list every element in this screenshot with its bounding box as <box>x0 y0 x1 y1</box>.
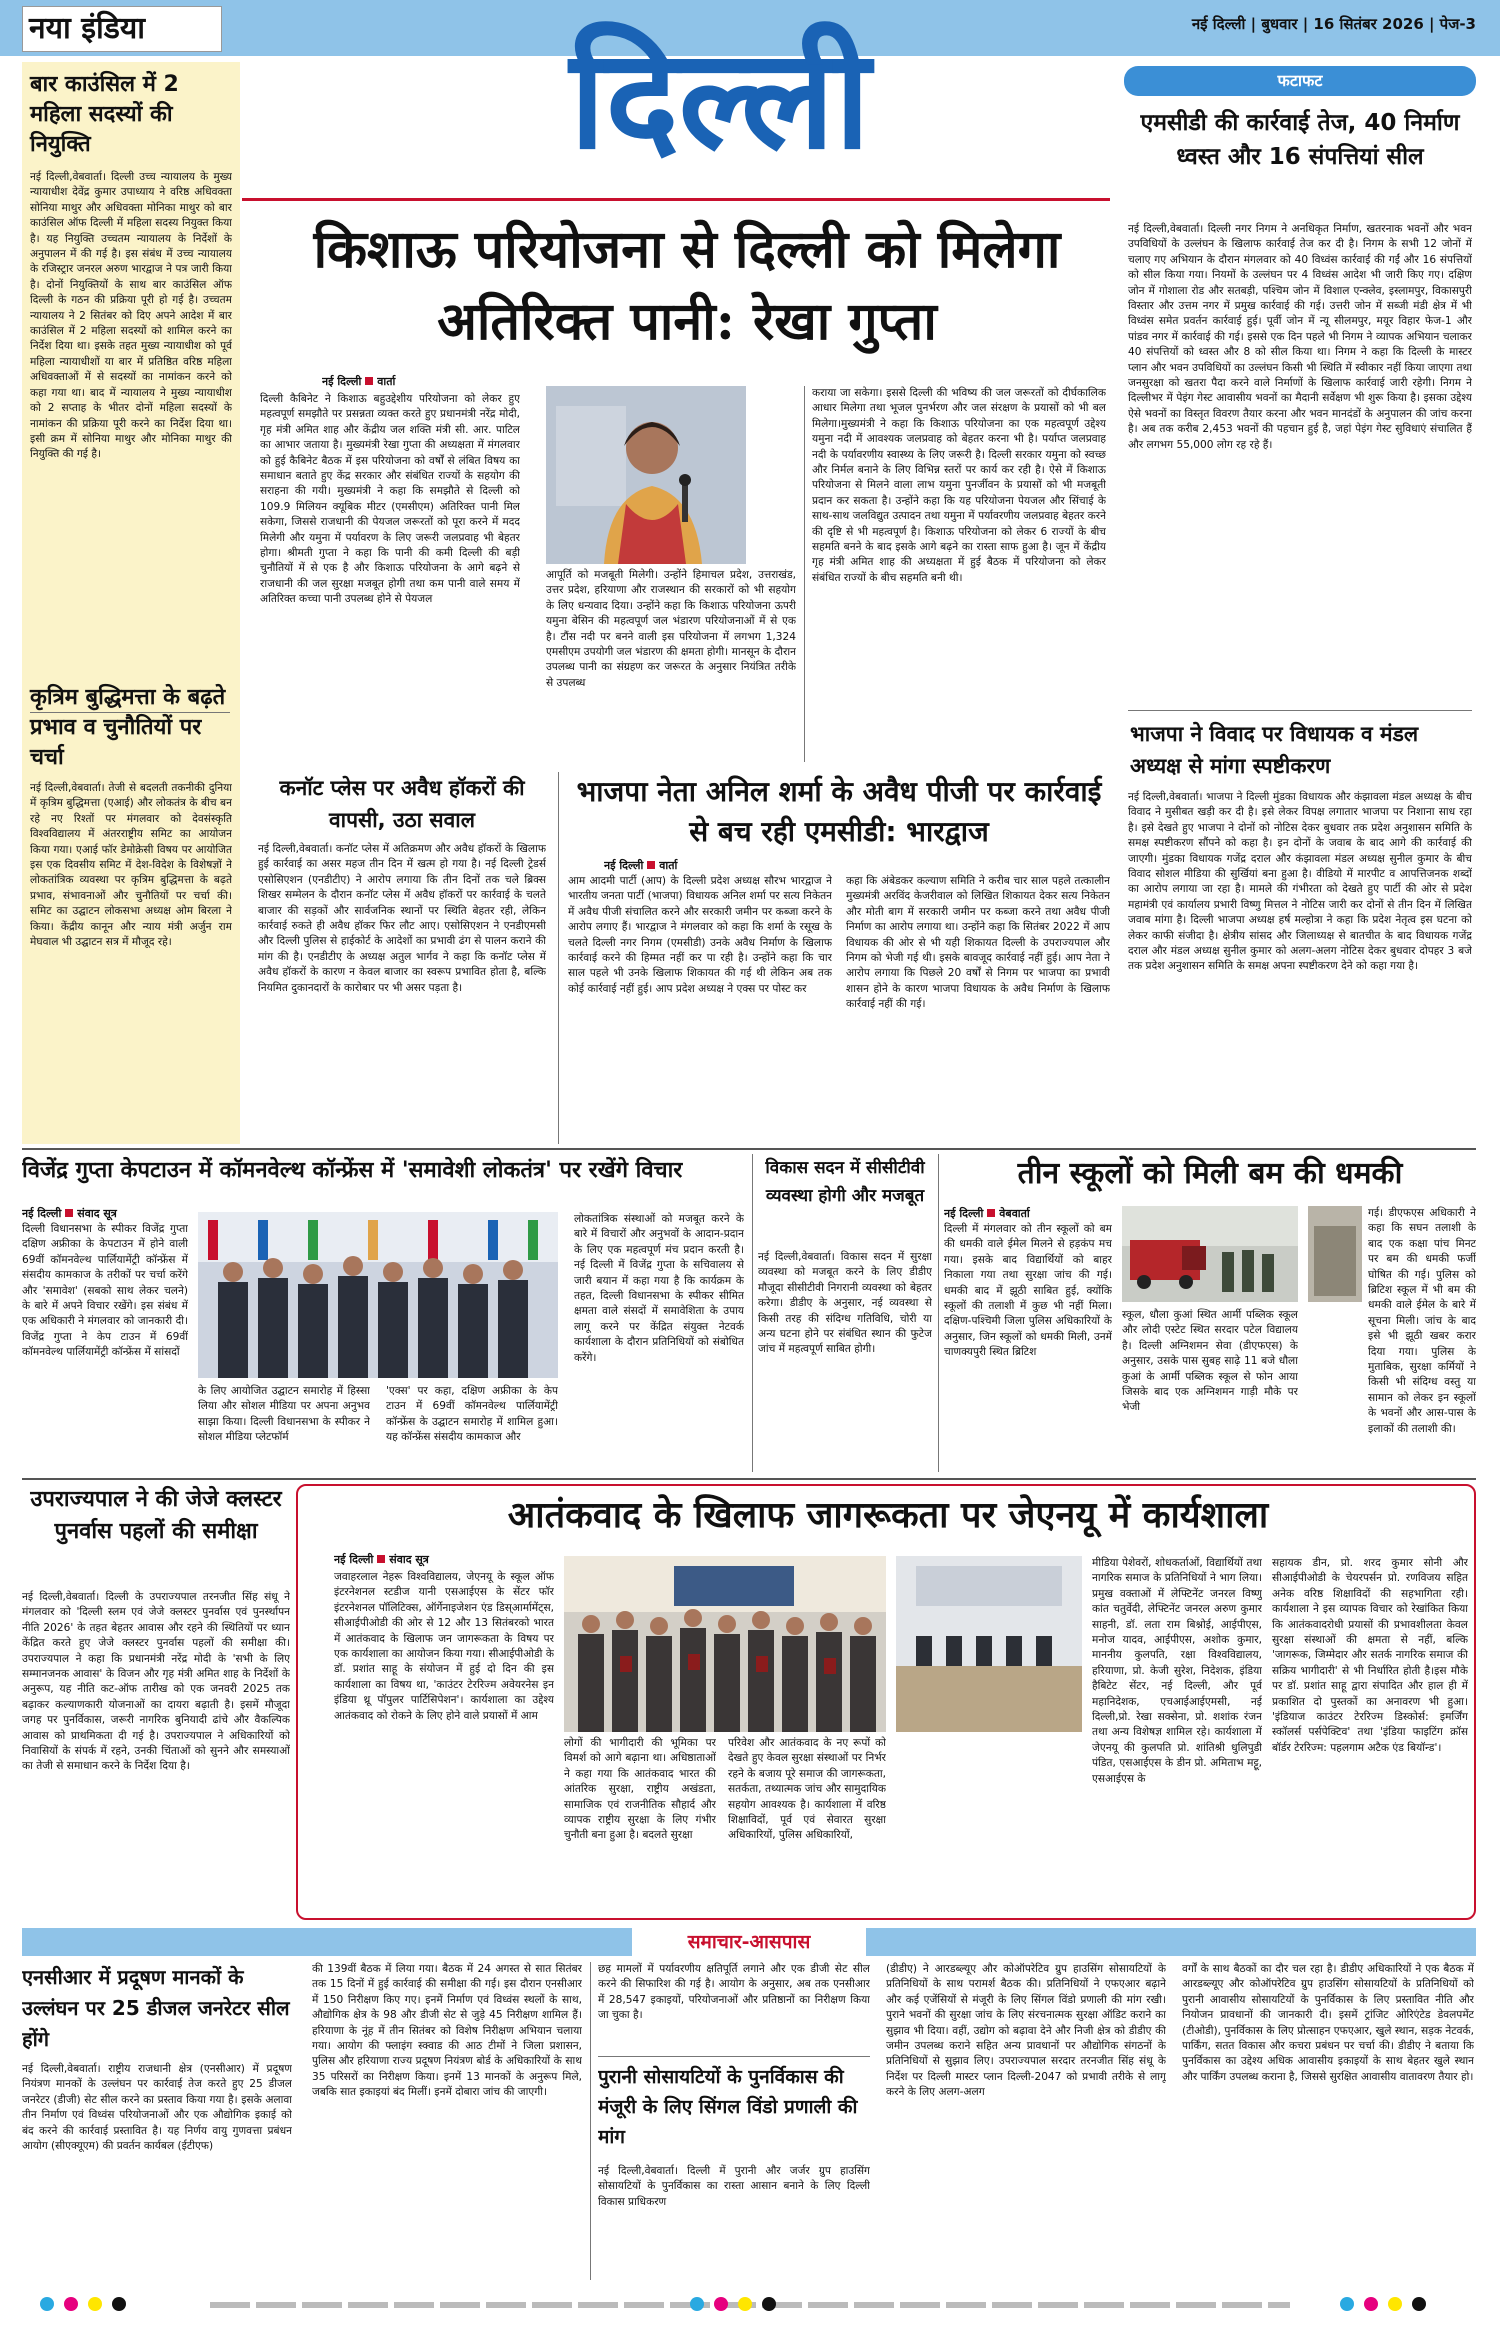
story-body-bar-council: नई दिल्ली,वेबवार्ता। दिल्ली उच्च न्यायालय के मुख्य न्यायाधीश देवेंद्र कुमार उपाध्याय ने वरिष्ठ अधिवक्ता सोनिया माथुर और अधिवक्ता मोनिका माथुर को बार काउंसिल ऑफ दिल्ली में महिला सदस्य नियुक्त किया है। यह नियुक्ति उच्चतम न्यायालय के निर्देशों के अनुपालन में की गई है। इस संबंध में उच्च न्यायालय के रजिस्ट्रार जनरल अरुण भारद्वाज ने पत्र जारी किया है। दोनों नियुक्तियों के साथ बार काउंसिल ऑफ दिल्ली के गठन की प्रक्रिया पूरी हो गई है। उच्चतम न्यायालय ने 2 सितंबर को दिए अपने आदेश में बार काउंसिल में 2 महिला सदस्यों को शामिल करने का निर्देश दिया था। इसके तहत मुख्य न्यायाधीश को पूर्व महिला न्यायाधीशों या बार में प्रतिष्ठित वरिष्ठ महिला अधिवक्ताओं में से सदस्यों का नामांकन करने को कहा गया था। बाद में न्यायालय ने मुख्य न्यायाधीश को 2 सप्ताह के भीतर दोनों महिला सदस्यों के नामांकन की प्रक्रिया पूरी करने का निर्देश दिया था। इसी क्रम में सोनिया माथुर और मोनिका माथुर की नियुक्ति की गई है। <box>30 171 232 461</box>
jnu-photo-2 <box>896 1556 1082 1732</box>
story-body-cctv: नई दिल्ली,वेबवार्ता। विकास सदन में सुरक्षा व्यवस्था को मजबूत करने के लिए डीडीए मौजूदा सीसीटीवी निगरानी व्यवस्था को बेहतर करेगा। डीडीए के अनुसार, नई व्यवस्था से किसी तरह की संदिग्ध गतिविधि, चोरी या अन्य घटना होने पर संबंधित स्थान की फुटेज जांच में महत्वपूर्ण साबित होगी। <box>758 1251 932 1356</box>
byline-city: नई दिल्ली <box>604 859 644 872</box>
lead-byline <box>322 374 522 390</box>
story-headline-bomb: तीन स्कूलों को मिली बम की धमकी <box>1017 1156 1403 1191</box>
story-headline-society: पुरानी सोसायटियों के पुनर्विकास की मंजूरी के लिए सिंगल विंडो प्रणाली की मांग <box>598 2066 858 2148</box>
story-headline-lg: उपराज्यपाल ने की जेजे क्लस्टर पुनर्वास पहलों की समीक्षा <box>30 1487 282 1544</box>
story-body-cp: नई दिल्ली,वेबवार्ता। कनॉट प्लेस में अतिक्रमण और अवैध हॉकरों के खिलाफ हुई कार्रवाई का असर महज तीन दिन में खत्म हो गया है। नई दिल्ली ट्रेडर्स एसोसिएशन (एनडीटीए) ने आरोप लगाया कि तीन दिनों तक चले ब्रिक्स शिखर सम्मेलन के दौरान कनॉट प्लेस में अवैध हॉकरों पर कार्रवाई के चलते बाजार की सड़कों और सार्वजनिक स्थानों पर स्थिति बेहतर रही, लेकिन कार्रवाई रुकते ही अवैध हॉकर फिर लौट आए। एसोसिएशन ने एनडीएमसी और दिल्ली पुलिस से हाईकोर्ट के आदेशों का प्रभावी ढंग से पालन कराने की मांग की है। एनडीटीए के अध्यक्ष अतुल भार्गव ने कहा कि कनॉट प्लेस में अवैध हॉकरों के कारण न केवल बाजार का स्वरूप प्रभावित होता है, बल्कि नियमित दुकानदारों के कारोबार पर भी असर पड़ता है। <box>258 843 546 994</box>
aaspas-band <box>22 1928 1476 1956</box>
byline-agency: वार्ता <box>659 859 678 872</box>
cctv-story <box>758 1154 932 1474</box>
story-body-mcd: नई दिल्ली,वेबवार्ता। दिल्ली नगर निगम ने अनधिकृत निर्माण, खतरनाक भवनों और भवन उपविधियों के उल्लंघन के खिलाफ कार्रवाई तेज कर दी है। निगम के सभी 12 जोनों में चलाए गए अभियान के दौरान मंगलवार को 40 विध्वंस कार्रवाई की गईं और 16 संपत्तियों को सील किया गया। नियमों के उल्लंघन पर 4 विध्वंस आदेश भी जारी किए गए। दक्षिण जोन में गोशाला रोड और सतबड़ी, पश्चिम जोन में विशाल एन्क्लेव, इस्लामपुर, विकासपुरी विस्तार और उत्तम नगर में प्रमुख कार्रवाई की गई। उत्तरी जोन में सब्जी मंडी क्षेत्र में भी विध्वंस समेत प्रवर्तन कार्रवाई हुई। पूर्वी जोन में न्यू सीलमपुर, मयूर विहार फेज-1 और पांडव नगर में कार्रवाई की गई। इससे एक दिन पहले भी निगम ने व्यापक अभियान चलाकर 40 संपत्तियों को ध्वस्त और 8 को सील किया था। निगम ने कहा कि दिल्ली के मास्टर प्लान और भवन उपविधियों का उल्लंघन किसी भी स्थिति में स्वीकार नहीं किया जाएगा तथा जनसुरक्षा को खतरा पैदा करने वाले निर्माणों के खिलाफ कार्रवाई जारी रहेगी। निगम ने दिल्लीभर में पेइंग गेस्ट आवासीय भवनों का मैदानी सर्वेक्षण भी शुरू किया है। इसका उद्देश्य ऐसे भवनों का विस्तृत विवरण तैयार करना और भवन मानदंडों के अनुपालन की जांच करना है। अब तक करीब 2,453 भवनों की पहचान हुई है, जहां पेइंग गेस्ट सुविधाएं संचालित हैं और लगभग 55,000 लोग रह रहे हैं। <box>1128 223 1472 451</box>
bomb-photo-2 <box>1308 1206 1362 1302</box>
lead-col-3: कराया जा सकेगा। इससे दिल्ली की भविष्य की जल जरूरतों को दीर्घकालिक आधार मिलेगा तथा भूजल पुनर्भरण और जल संरक्षण के प्रयासों को भी बल मिलेगा।मुख्यमंत्री ने कहा कि किशाऊ परियोजना का एक महत्वपूर्ण उद्देश्य यमुना नदी में आवश्यक जलप्रवाह को बेहतर करना भी है। पर्याप्त जलप्रवाह नदी के पर्यावरणीय स्वास्थ्य के लिए जरूरी है। दिल्ली सरकार यमुना को स्वच्छ और निर्मल बनाने के लिए विभिन्न स्तरों पर कार्य कर रही है। ऐसे में किशाऊ परियोजना से मिलने वाला लाभ यमुना पुनर्जीवन के प्रयासों को भी मजबूती प्रदान कर सकता है। उन्होंने कहा कि यह परियोजना पेयजल और सिंचाई के साथ-साथ जलविद्युत उत्पादन तथा यमुना में पर्यावरणीय जलप्रवाह बेहतर करने की दृष्टि से भी महत्वपूर्ण है। किशाऊ परियोजना को लेकर 6 राज्यों के बीच सहमति बनने के बाद इसके आगे बढ़ने का रास्ता साफ हुआ है। जून में केंद्रीय गृह मंत्री अमित शाह की अध्यक्षता में हुई बैठक में परियोजना को लेकर संबंधित राज्यों के बीच सहमति बनी थी। <box>812 387 1106 584</box>
story-headline-capetown: विजेंद्र गुप्ता केपटाउन में कॉमनवेल्थ कॉन्फ्रेंस में 'समावेशी लोकतंत्र' पर रखेंगे विचार <box>22 1158 683 1183</box>
society-col-2: (डीडीए) ने आरडब्ल्यूए और कोऑपरेटिव ग्रुप हाउसिंग सोसायटियों के प्रतिनिधियों के साथ परामर्श बैठक की। प्रतिनिधियों ने एफएआर बढ़ाने और कई एजेंसियों से मंजूरी के लिए सिंगल विंडो प्रणाली की मांग रखी। पुराने भवनों की सुरक्षा जांच के लिए संरचनात्मक सुरक्षा ऑडिट कराने का सुझाव भी दिया। वहीं, उद्योग को बढ़ावा देने और निजी क्षेत्र को डीडीए की जमीन उपलब्ध कराने सहित अन्य प्रावधानों पर औद्योगिक संगठनों के प्रतिनिधियों से सुझाव लिए। उपराज्यपाल सरदार तरनजीत सिंह संधू के निर्देश पर दिल्ली मास्टर प्लान दिल्ली-2047 को प्रभावी तरीके से लागू करने के लिए अलग-अलग <box>886 1963 1166 2099</box>
registration-marks-bottom <box>0 2290 1500 2320</box>
divider <box>1128 710 1472 711</box>
byline-marker <box>987 1209 995 1217</box>
jnu-col-4-text: मीडिया पेशेवरों, शोधकर्ताओं, विद्यार्थियों तथा नागरिक समाज के प्रतिनिधियों ने भाग लिया। प्रमुख वक्ताओं में लेफ्टिनेंट जनरल विष्णु कांत चतुर्वेदी, लेफ्टिनेंट जनरल अरुण कुमार साहनी, डॉ. लता राम बिश्नोई, आईपीएस, मनोज यादव, आईपीएस, अशोक कुमार, माननीय कुलपति, रक्षा विश्वविद्यालय, हरियाणा, प्रो. केजी सुरेश, निदेशक, इंडिया हैबिटेट सेंटर, नई दिल्ली, और पूर्व महानिदेशक, एचआईआईएमसी, नई दिल्ली,प्रो. रेखा सक्सेना, प्रो. शशांक रंजन तथा अन्य विशेषज्ञ शामिल रहे। कार्यशाला में जेएनयू की कुलपति प्रो. शांतिश्री धुलिपुडी पंडित, एसआईएस के डीन प्रो. अमिताभ मट्टू, एसआईएस के <box>1092 1557 1262 1785</box>
jnu-group-photo <box>564 1556 886 1732</box>
color-dots-left <box>40 2296 200 2314</box>
byline-marker <box>65 1209 73 1217</box>
section-title: दिल्ली <box>569 17 871 180</box>
fatafat-column <box>1124 62 1476 1144</box>
society-story <box>598 1962 1476 2282</box>
byline-marker <box>365 377 373 385</box>
divider <box>22 1148 1476 1150</box>
story-body-lg: नई दिल्ली,वेबवार्ता। दिल्ली के उपराज्यपाल तरनजीत सिंह संधू ने मंगलवार को 'दिल्ली स्लम एवं जेजे क्लस्टर पुनर्वास एवं पुनर्स्थापन नीति 2026' के तहत बेहतर आवास और रहने की स्थितियों पर ध्यान केंद्रित करते हुए जेजे क्लस्टर पुनर्वास पहलों की समीक्षा की। उपराज्यपाल ने कहा कि प्रधानमंत्री नरेंद्र मोदी के 'सभी के लिए सम्मानजनक आवास' के विजन और गृह मंत्री अमित शाह के निर्देशों के अनुरूप, यह नीति कट-ऑफ तारीख को एक जनवरी 2025 तक बढ़ाकर कल्याणकारी योजनाओं का दायरा बढ़ाती है। इसमें मौजूदा जगह पर पुनर्विकास, जरूरी नागरिक बुनियादी ढांचे और वैकल्पिक आवास को प्राथमिकता दी गई है। उपराज्यपाल ने अधिकारियों को निवासियों के संपर्क में रहने, उनकी चिंताओं को सुनने और समस्याओं का तेजी से समाधान करने के निर्देश दिया है। <box>22 1591 290 1773</box>
story-headline-ai: कृत्रिम बुद्धिमत्ता के बढ़ते प्रभाव व चुनौतियों पर चर्चा <box>30 685 226 770</box>
aaspas-label: समाचार-आसपास <box>632 1928 866 1956</box>
lead-col-1: दिल्ली कैबिनेट ने किशाऊ बहुउद्देशीय परियोजना को लेकर हुए महत्वपूर्ण समझौते पर प्रसन्नता व्यक्त करते हुए प्रधानमंत्री नरेंद्र मोदी, गृह मंत्री अमित शाह और केंद्रीय जल शक्ति मंत्री सी. आर. पाटिल का आभार जताया है। मुख्यमंत्री रेखा गुप्ता की अध्यक्षता में मंगलवार को हुई कैबिनेट बैठक में इस परियोजना को वर्षों से लंबित विषय का समाधान बताते हुए केंद्र सरकार और संबंधित राज्यों के सहयोग की सराहना की गयी। मुख्यमंत्री ने कहा कि समझौते से दिल्ली को 109.9 मिलियन क्यूबिक मीटर (एमसीएम) अतिरिक्त पानी मिल सकेगा, जिससे राजधानी की पेयजल जरूरतों को पूरा करने में मदद मिलेगी और यमुना में पर्यावरण के लिए जरूरी जलप्रवाह भी बेहतर होगा। श्रीमती गुप्ता ने कहा कि पानी की कमी दिल्ली की बड़ी चुनौतियों में से एक है और किशाऊ परियोजना के आगे बढ़ने से राजधानी की जल सुरक्षा मजबूत होगी तथा कम पानी वाले समय में अतिरिक्त कच्चा पानी उपलब्ध होने से पेयजल <box>260 393 520 606</box>
fatafat-label-text: फटाफट <box>1277 71 1323 90</box>
bomb-col-1: दिल्ली में मंगलवार को तीन स्कूलों को बम की धमकी वाले ईमेल मिलने से हड़कंप मच गया। इसके बाद विद्यार्थियों को बाहर निकाला गया तथा सुरक्षा जांच की गई। धमकी बाद में झूठी साबित हुई, क्योंकि स्कूलों की तलाशी में कुछ भी नहीं मिला। दक्षिण-पश्चिमी जिला पुलिस अधिकारियों के अनुसार, जिन स्कूलों को धमकी मिली, उनमें चाणक्यपुरी स्थित ब्रिटिश <box>944 1223 1112 1359</box>
story-headline-cctv: विकास सदन में सीसीटीवी व्यवस्था होगी और मजबूत <box>765 1158 925 1206</box>
bjp-leader-col-2: कहा कि अंबेडकर कल्याण समिति ने करीब चार साल पहले तत्कालीन मुख्यमंत्री अरविंद केजरीवाल को लिखित शिकायत देकर सत्य निकेतन और मोती बाग में सरकारी जमीन पर कब्जा करने तथा अवैध पीजी निर्माण का आरोप लगाया था। उन्होंने कहा कि सितंबर 2022 में आप विधायक की ओर से भी यही शिकायत दिल्ली के उपराज्यपाल और निगम को भेजी गई थी। इसके बावजूद कार्रवाई नहीं हुई। आप नेता ने आरोप लगाया कि पिछले 20 वर्षों से निगम पर भाजपा का प्रभावी शासन होने के कारण भाजपा विधायक के अवैध निर्माण के खिलाफ कार्रवाई नहीं की गई। <box>846 875 1110 1011</box>
fire-truck-scene-illustration <box>1122 1206 1298 1302</box>
byline-agency: वार्ता <box>377 375 396 388</box>
jnu-story <box>296 1484 1476 1920</box>
jnu-byline <box>334 1552 534 1568</box>
cp-story <box>252 772 552 1144</box>
divider <box>804 386 805 762</box>
society-col-1: नई दिल्ली,वेबवार्ता। दिल्ली में पुरानी और जर्जर ग्रुप हाउसिंग सोसायटियों के पुनर्विकास का रास्ता आसान बनाने के लिए दिल्ली विकास प्राधिकरण <box>598 2165 870 2208</box>
lead-story <box>252 206 1114 766</box>
story-headline-jnu: आतंकवाद के खिलाफ जागरूकता पर जेएनयू में कार्यशाला <box>507 1495 1269 1536</box>
color-dots-mid <box>690 2296 850 2314</box>
fatafat-label <box>1124 66 1476 96</box>
capetown-byline <box>22 1206 202 1222</box>
bomb-photo <box>1122 1206 1298 1302</box>
bjp-leader-story <box>564 772 1114 1144</box>
paper-name-box <box>22 6 222 52</box>
capetown-col-2: के लिए आयोजित उद्घाटन समारोह में हिस्सा लिया और सोशल मीडिया पर अपना अनुभव साझा किया। दिल्ली विधानसभा के स्पीकर ने सोशल मीडिया प्लेटफॉर्म <box>198 1385 370 1444</box>
ncr-col-2: की 139वीं बैठक में लिया गया। बैठक में 24 अगस्त से सात सितंबर तक 15 दिनों में हुई कार्रवाई की समीक्षा की गई। इस दौरान एनसीआर में 150 निरीक्षण किए गए। इनमें निर्माण एवं विध्वंस स्थलों के साथ, औद्योगिक क्षेत्र के 98 और डीजी सेट से जुड़े 45 निरीक्षण शामिल हैं। हरियाणा के नूंह में तीन सितंबर को विशेष निरीक्षण अभियान चलाया गया। आयोग की फ्लाइंग स्क्वाड की आठ टीमों ने जिला प्रशासन, पुलिस और हरियाणा राज्य प्रदूषण नियंत्रण बोर्ड के अधिकारियों के साथ 35 परिसरों का निरीक्षण किया। इनमें 13 मानकों के अनुरूप मिले, जबकि सात इकाइयां बंद मिलीं। इनमें दोबारा जांच की जाएगी। <box>312 1963 582 2099</box>
divider <box>938 1154 939 1472</box>
byline-city: नई दिल्ली <box>334 1553 374 1566</box>
capetown-col-1: दिल्ली विधानसभा के स्पीकर विजेंद्र गुप्ता दक्षिण अफ्रीका के केपटाउन में होने वाली 69वीं कॉमनवेल्थ पार्लियामेंट्री कॉन्फ्रेंस में संसदीय कामकाज के तरीकों पर चर्चा करेंगे और 'समावेश' (सबको साथ लेकर चलने) के बारे में अपने विचार रखेंगे। इस संबंध में एक अधिकारी ने मंगलवार को जानकारी दी। विजेंद्र गुप्ता ने केप टाउन में 69वीं कॉमनवेल्थ पार्लियामेंट्री कॉन्फ्रेंस में सांसदों <box>22 1223 188 1359</box>
lead-photo <box>546 386 746 564</box>
bjp-leader-col-1: आम आदमी पार्टी (आप) के दिल्ली प्रदेश अध्यक्ष सौरभ भारद्वाज ने भारतीय जनता पार्टी (भाजपा) विधायक अनिल शर्मा पर सत्य निकेतन में अवैध पीजी संचालित करने और सरकारी जमीन पर कब्जा करने के आरोप लगाए हैं। भारद्वाज ने मंगलवार को कहा कि शर्मा के रसूख के चलते दिल्ली नगर निगम (एमसीडी) उनके अवैध निर्माण के खिलाफ कार्रवाई करने की हिम्मत नहीं कर पा रही है। उन्होंने कहा कि चार साल पहले भी उनके खिलाफ शिकायत की गई थी लेकिन अब तक कोई कार्रवाई नहीं हुई। आप प्रदेश अध्यक्ष ने एक्स पर पोस्ट कर <box>568 875 832 995</box>
lg-story <box>22 1484 290 1920</box>
group-with-flags-illustration <box>198 1212 558 1378</box>
story-headline-bar-council: बार काउंसिल में 2 महिला सदस्यों की नियुक्ति <box>30 72 179 157</box>
lead-headline: किशाऊ परियोजना से दिल्ली को मिलेगा अतिरिक्त पानी: रेखा गुप्ता <box>313 219 1061 352</box>
jnu-col-2: लोगों की भागीदारी की भूमिका पर विमर्श को आगे बढ़ाना था। अधिष्ठाताओं ने कहा गया कि आतंकवाद भारत की आंतरिक सुरक्षा, राष्ट्रीय अखंडता, सामाजिक एवं राजनीतिक सौहार्द और व्यापक राष्ट्रीय सुरक्षा के लिए गंभीर चुनौती बना हुआ है। बदलते सुरक्षा <box>564 1737 716 1842</box>
divider <box>30 712 230 713</box>
bjp-leader-byline <box>604 858 804 874</box>
byline-marker <box>377 1555 385 1563</box>
color-dots-right <box>1340 2296 1500 2314</box>
byline-city: नई दिल्ली <box>322 375 362 388</box>
byline-agency: संवाद सूत्र <box>77 1207 117 1220</box>
divider <box>590 1962 591 2280</box>
jnu-col-1: जवाहरलाल नेहरू विश्वविद्यालय, जेएनयू के स्कूल ऑफ इंटरनेशनल स्टडीज यानी एसआईएस के सेंटर फॉर इंटरनेशनल पॉलिटिक्स, ऑर्गेनाइजेशन एंड डिस्आर्मामेंट्स, सीआईपीओडी की ओर से 12 और 13 सितंबरको भारत में आतंकवाद के खिलाफ जन जागरूकता के विषय पर एक कार्यशाला का आयोजन किया गया। सीआईपीओडी के डॉ. प्रशांत साहू के संयोजन में हुई दो दिन की इस कार्यशाला का विषय था, 'काउंटर टेररिज्म अवेयरनेस इन इंडिया थ्रू पॉपुलर पार्टिसिपेशन'। कार्यशाला का उद्देश्य आतंकवाद को रोकने के लिए होने वाले प्रयासों में आम <box>334 1571 554 1722</box>
paper-name: नया इंडिया <box>29 11 145 46</box>
story-headline-ncr: एनसीआर में प्रदूषण मानकों के उल्लंघन पर 25 डीजल जनरेटर सील होंगे <box>22 1965 290 2051</box>
lead-col-2: आपूर्ति को मजबूती मिलेगी। उन्होंने हिमाचल प्रदेश, उत्तराखंड, उत्तर प्रदेश, हरियाणा और राजस्थान की सरकारों को भी सहयोग के लिए धन्यवाद दिया। उन्होंने कहा कि किशाऊ परियोजना ऊपरी यमुना बेसिन की महत्वपूर्ण जल भंडारण परियोजनाओं में से एक है। टौंस नदी पर बनने वाली इस परियोजना में लगभग 1,324 एमसीएम उपयोगी जल भंडारण की क्षमता होगी। मानसून के दौरान उपलब्ध पानी का संग्रहण कर जरूरत के अनुसार नियंत्रित तरीके से उपलब्ध <box>546 569 796 689</box>
capetown-col-4: लोकतांत्रिक संस्थाओं को मजबूत करने के बारे में विचारों और अनुभवों के आदान-प्रदान के लिए एक महत्वपूर्ण मंच प्रदान करती है। नई दिल्ली में विजेंद्र गुप्ता के सचिवालय से जारी बयान में कहा गया है कि कार्यक्रम के तहत, दिल्ली विधानसभा के स्पीकर सीमित क्षमता वाले संसदों में समावेशिता के उपाय लागू करने पर केंद्रित संयुक्त नेटवर्क कार्यशाला के दौरान प्रतिनिधियों को संबोधित करेंगे। <box>574 1213 744 1364</box>
story-headline-mcd: एमसीडी की कार्रवाई तेज, 40 निर्माण ध्वस्त और 16 संपत्तियां सील <box>1140 110 1460 170</box>
dateline: नई दिल्ली | बुधवार | 16 सितंबर 2026 | पेज-3 <box>1191 15 1476 33</box>
school-gate-illustration <box>1308 1206 1362 1302</box>
story-headline-cp: कनॉट प्लेस पर अवैध हॉकरों की वापसी, उठा सवाल <box>279 776 525 832</box>
bomb-story <box>944 1154 1476 1474</box>
bomb-col-2: स्कूल, धौला कुआं स्थित आर्मी पब्लिक स्कूल और लोदी एस्टेट स्थित सरदार पटेल विद्यालय है। दिल्ली अग्निशमन सेवा (डीएफएस) के अनुसार, उसके पास सुबह साढ़े 11 बजे धौला कुआं के आर्मी पब्लिक स्कूल से फोन आया जिसके बाद एक अग्निशमन गाड़ी मौके पर भेजी <box>1122 1309 1298 1414</box>
book-launch-group-illustration <box>564 1556 886 1732</box>
left-column <box>22 62 240 1144</box>
ncr-col-3: छह मामलों में पर्यावरणीय क्षतिपूर्ति लगाने और एक डीजी सेट सील करने की सिफारिश की गई है। आयोग के अनुसार, अब तक एनसीआर में 28,547 इकाइयों, परियोजनाओं और प्रतिष्ठानों का निरीक्षण किया जा चुका है। <box>598 1963 870 2022</box>
masthead-red-rule <box>242 198 1110 201</box>
byline-agency: संवाद सूत्र <box>389 1553 429 1566</box>
jnu-col-3: परिवेश और आतंकवाद के नए रूपों को देखते हुए केवल सुरक्षा संस्थाओं पर निर्भर रहने के बजाय पूरे समाज की जागरूकता, सतर्कता, तथ्यात्मक जांच और सामुदायिक सहयोग आवश्यक है। कार्यशाला में वरिष्ठ शिक्षाविदों, पूर्व एवं सेवारत सुरक्षा अधिकारियों, पुलिस अधिकारियों, <box>728 1737 886 1842</box>
divider <box>22 1478 1476 1480</box>
story-headline-mundka: भाजपा ने विवाद पर विधायक व मंडल अध्यक्ष से मांगा स्पष्टीकरण <box>1130 722 1419 778</box>
bomb-byline <box>944 1206 1124 1222</box>
story-headline-bjp-leader: भाजपा नेता अनिल शर्मा के अवैध पीजी पर कार्रवाई से बच रही एमसीडी: भारद्वाज <box>576 775 1102 848</box>
person-at-podium-illustration <box>546 386 746 564</box>
ncr-story <box>22 1962 582 2282</box>
jnu-col-5: सहायक डीन, प्रो. शरद कुमार सोनी और सीआईपीओडी के चेयरपर्सन प्रो. रणविजय सहित अनेक वरिष्ठ शिक्षाविदों की सहभागिता रही। कार्यशाला ने इस व्यापक विचार को रेखांकित किया कि आतंकवादरोधी प्रयासों की प्रभावशीलता केवल सुरक्षा संस्थाओं की क्षमता से नहीं, बल्कि 'जागरूक, जिम्मेदार और सतर्क नागरिक समाज की सक्रिय भागीदारी' से भी निर्धारित होती है।इस मौके पर डॉ. प्रशांत साहू द्वारा संपादित और हाल ही में प्रकाशित दो पुस्तकों का अनावरण भी हुआ। 'इंडियाज काउंटर टेररिज्म डिस्कोर्स: इमर्जिंग स्कॉलर्स पर्सपेक्टिव' तथा 'इंडिया फाइटिंग क्रॉस बॉर्डर टेररिज्म: पहलगाम अटैक एंड बियॉन्ड'। <box>1272 1557 1468 1754</box>
capetown-group-photo <box>198 1212 558 1378</box>
story-body-mundka: नई दिल्ली,वेबवार्ता। भाजपा ने दिल्ली मुंडका विधायक और कंझावला मंडल अध्यक्ष के बीच विवाद ने मुसीबत खड़ी कर दी है। इसे लेकर विपक्ष लगातार भाजपा पर निशाना साध रहा है। इसे देखते हुए भाजपा ने दोनों को नोटिस देकर बुधवार तक प्रदेश अनुशासन समिति के समक्ष स्पष्टीकरण सौंपने को कहा है। इन दोनों के जवाब के बाद आगे की कार्रवाई की जाएगी। मुंडका विधायक गजेंद्र दराल और कंझावला मंडल अध्यक्ष सुनील कुमार के बीच विवाद सोशल मीडिया की सुर्खियां बना हुआ है। वीडियो में मारपीट व आपत्तिजनक शब्दों का आरोप लगाया जा रहा है। मामले की गंभीरता को देखते हुए पार्टी की ओर से प्रदेश महामंत्री एवं कार्यालय प्रभारी विष्णु मित्तल ने नोटिस जारी कर दोनों से तीन दिन में लिखित जवाब मांगा है। दिल्ली भाजपा अध्यक्ष हर्ष मल्होत्रा ने कहा कि प्रदेश नेतृत्व इस घटना को लेकर काफी संजीदा है। क्षेत्रीय सांसद और जिलाध्यक्ष से बातचीत के बाद विधायक गजेंद्र दराल और मंडल अध्यक्ष सुनील कुमार को अलग-अलग नोटिस देकर बुधवार दोपहर 3 बजे तक प्रदेश अनुशासन समिति के समक्ष अपना स्पष्टीकरण देने को कहा गया है। <box>1128 791 1472 973</box>
divider <box>598 2056 870 2057</box>
story-body-ai: नई दिल्ली,वेबवार्ता। तेजी से बदलती तकनीकी दुनिया में कृत्रिम बुद्धिमत्ता (एआई) और लोकतंत्र के बीच बन रहे नए रिश्तों पर मंगलवार को देवसंस्कृति विश्वविद्यालय में अंतरराष्ट्रीय समिट का आयोजन किया गया। एआई फॉर डेमोक्रेसी विषय पर आयोजित इस एक दिवसीय समिट में देश-विदेश के विशेषज्ञों ने लोकतांत्रिक व्यवस्था पर कृत्रिम बुद्धिमत्ता के बढ़ते प्रभाव, संभावनाओं और चुनौतियों पर चर्चा की। समिट का उद्घाटन लोकसभा अध्यक्ष ओम बिरला ने किया। केंद्रीय कानून और न्याय मंत्री अर्जुन राम मेघवाल भी उद्घाटन सत्र में मौजूद रहे। <box>30 782 232 949</box>
conference-hall-illustration <box>896 1556 1082 1732</box>
byline-city: नई दिल्ली <box>944 1207 984 1220</box>
capetown-col-3: 'एक्स' पर कहा, दक्षिण अफ्रीका के केप टाउन में 69वीं कॉमनवेल्थ पार्लियामेंट्री कॉन्फ्रेंस के उद्घाटन समारोह में शामिल हुआ। यह कॉन्फ्रेंस संसदीय कामकाज और <box>386 1385 558 1444</box>
byline-city: नई दिल्ली <box>22 1207 62 1220</box>
divider <box>558 772 559 1144</box>
bomb-col-3: गई। डीएफएस अधिकारी ने कहा कि सघन तलाशी के बाद एक कक्षा पांच मिनट पर बम की धमकी फर्जी घोषित की गई। पुलिस को ब्रिटिश स्कूल में भी बम की धमकी वाले ईमेल के बारे में सूचना मिली। जांच के बाद इसे भी झूठी खबर करार दिया गया। पुलिस के मुताबिक, सुरक्षा कर्मियों ने किसी भी संदिग्ध वस्तु या सामान को लेकर इन स्कूलों के भवनों और आस-पास के इलाकों की तलाशी की। <box>1368 1207 1476 1435</box>
divider <box>752 1154 753 1472</box>
byline-agency: वेबवार्ता <box>999 1207 1030 1220</box>
byline-marker <box>647 861 655 869</box>
society-col-3: वर्गों के साथ बैठकों का दौर चल रहा है। डीडीए अधिकारियों ने एक बैठक में आरडब्ल्यूए और कोऑपरेटिव ग्रुप हाउसिंग सोसायटियों के प्रतिनिधियों को पुरानी आवासीय सोसायटियों के पुनर्विकास के लिए प्रस्तावित नीति और नियोजन प्रावधानों की जानकारी दी। इसमें ट्रांजिट ओरिएंटेड डेवलपमेंट (टीओडी), पुनर्विकास के लिए प्रोत्साहन एफएआर, खुले स्थान, सड़क नेटवर्क, पार्किंग, सतत विकास और कचरा प्रबंधन पर चर्चा की। डीडीए ने बताया कि पुनर्विकास का उद्देश्य अधिक आवासीय इकाइयों के साथ बेहतर खुले स्थान और पार्किंग उपलब्ध कराना है, जिससे सुरक्षित आवासीय वातावरण तैयार हो। <box>1182 1963 1474 2083</box>
ncr-col-1: नई दिल्ली,वेबवार्ता। राष्ट्रीय राजधानी क्षेत्र (एनसीआर) में प्रदूषण नियंत्रण मानकों के उल्लंघन पर कार्रवाई तेज करते हुए 25 डीजल जनरेटर (डीजी) सेट सील करने का प्रस्ताव किया गया है। इसके अलावा तीन निर्माण एवं विध्वंस परियोजनाओं और एक औद्योगिक इकाई को बंद करने की कार्रवाई प्रस्तावित है। यह निर्णय वायु गुणवत्ता प्रबंधन आयोग (सीएक्यूएम) की प्रवर्तन कार्यबल (ईटीएफ) <box>22 2063 292 2153</box>
capetown-story <box>22 1154 746 1474</box>
